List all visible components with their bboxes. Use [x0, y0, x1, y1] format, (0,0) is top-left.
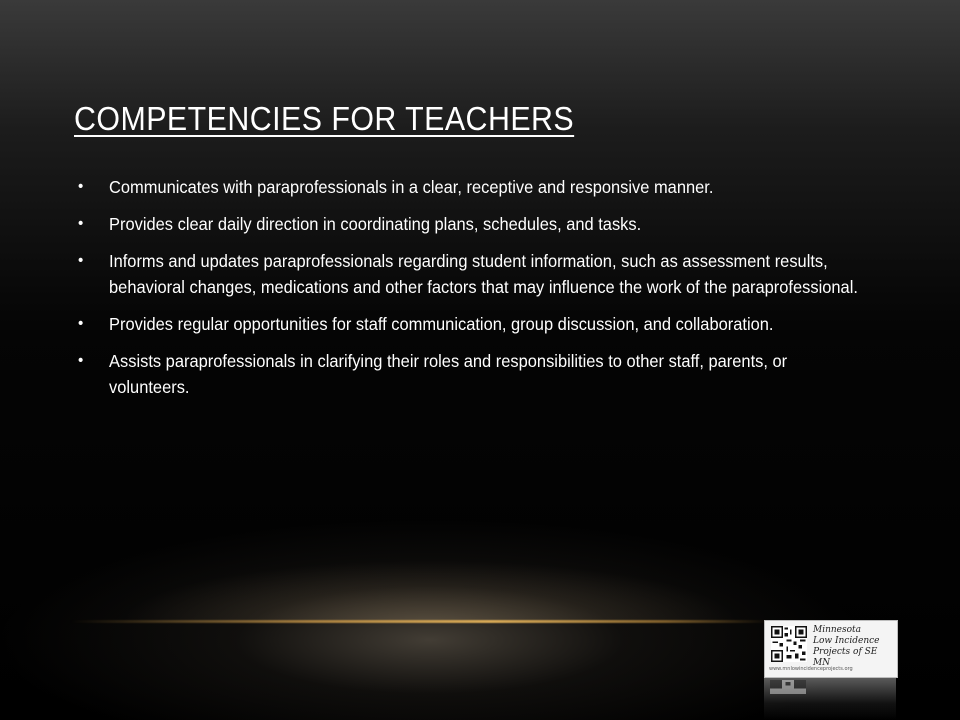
bullet-marker: •: [78, 178, 84, 195]
logo-url: www.mnlowincidenceprojects.org: [769, 666, 853, 672]
qr-reflection-icon: [770, 680, 806, 694]
bullet-text: Provides regular opportunities for staff communication, group discussion, and collaboration.: [109, 314, 774, 334]
logo-reflection: [764, 678, 896, 720]
bullet-item: [78, 311, 861, 337]
bullet-item: [78, 248, 861, 300]
bullet-item: [78, 174, 861, 200]
bullet-item: [78, 348, 861, 400]
bullet-text: Informs and updates paraprofessionals regarding student information, such as assessment results, behavioral changes, medications and other factors that may influence the work of the paraprofessional.: [109, 251, 858, 297]
slide-title: COMPETENCIES FOR TEACHERS: [74, 100, 575, 137]
logo-text: [813, 625, 893, 669]
organization-logo: [764, 620, 898, 678]
logo-line-3: Projects of SE MN: [813, 647, 878, 668]
glow-halo: [120, 560, 740, 622]
glow-divider: [70, 620, 770, 623]
bullet-text: Assists paraprofessionals in clarifying their roles and responsibilities to other staff, parents, or volunteers.: [109, 351, 788, 397]
bullet-list: [78, 174, 858, 411]
logo-line-1: Minnesota: [813, 625, 862, 635]
bullet-marker: •: [78, 352, 84, 369]
qr-code-icon: [771, 626, 807, 662]
logo-line-2: Low Incidence: [813, 636, 880, 646]
bullet-marker: •: [78, 215, 84, 232]
bullet-marker: •: [78, 315, 84, 332]
bullet-item: [78, 211, 861, 237]
bullet-text: Provides clear daily direction in coordinating plans, schedules, and tasks.: [109, 214, 642, 234]
bullet-text: Communicates with paraprofessionals in a clear, receptive and responsive manner.: [109, 177, 714, 197]
bullet-marker: •: [78, 252, 84, 269]
